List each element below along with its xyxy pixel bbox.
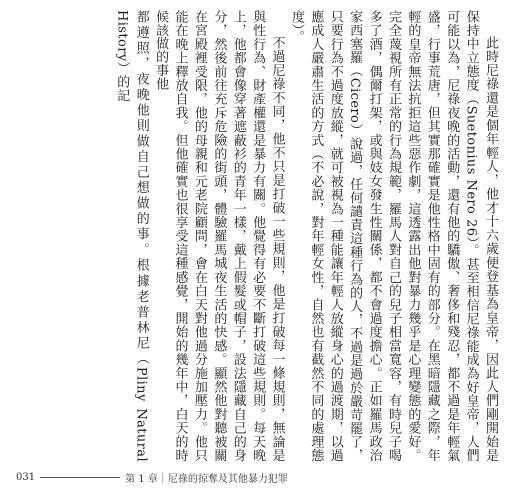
page-footer xyxy=(16,470,288,485)
page-number: 031 xyxy=(16,472,36,483)
chapter-title: 第 1 章｜尼祿的掠奪及其他暴力犯罪 xyxy=(125,474,288,485)
paragraph-3: 都遵照，夜晚他則做自己想做的事。根據老普林尼（Pliny Natural History）的記 xyxy=(114,10,149,462)
paragraph-2: 不過尼祿不同，他不只是打破一些規則，他是打破每一條規則，無論是與性行為、財產權還是暴力有關。他覺得有必要不斷打破這些規則。每天晚上，他都會像穿著遮蔽衫的青年一樣，戴上假髮或帽子，設法隱藏自己的身分，然後前往充斥危險的街頭，體驗羅馬城夜生活的快感。顯然他對聽被關在宮殿裡受限，他的母親和元老院顧問，會在白天對他過分施加壓力。他只能在晚上釋放自我。但他確實也很享受這種感覺，開始的幾年中，白天的時候該做的事他 xyxy=(153,10,285,462)
vertical-text-body xyxy=(16,10,500,462)
footer-rule xyxy=(40,477,120,478)
paragraph-1: 此時尼祿還是個年輕人，他才十六歲便登基為皇帝，因此人們剛開始是保持中立態度（Suetonius Nero 26）。甚至相信尼祿能成為好皇帝，人們可能以為，尼祿夜晚的活動，還有他的驕傲、奢侈和殘忍，都不過是年輕氣盛，行事荒唐，但其實那確實是他性格中固有的部分。在黑暗隱藏之際，年輕的皇帝無法抗拒這些惡作劇，這透露出他對暴力幾乎是心理變態的愛好。完全蔑視所有正常的行為規範，羅馬人對自己的兒子相當寬容，有時兒子喝多了酒，偶爾打架，或與妓女發生性關係，都不會過度擔心。正如羅馬政治家西塞羅（Cicero）說過，任何譴責這種行為的人，不過是過於嚴苛罷了，只要行為不過度放縱，就可被視為一種能讓年輕人放縱身心的過渡期，以過應成人嚴肅生活的方式（不必說，對年輕女性，自然也有截然不同的處理態度）。 xyxy=(288,10,498,462)
